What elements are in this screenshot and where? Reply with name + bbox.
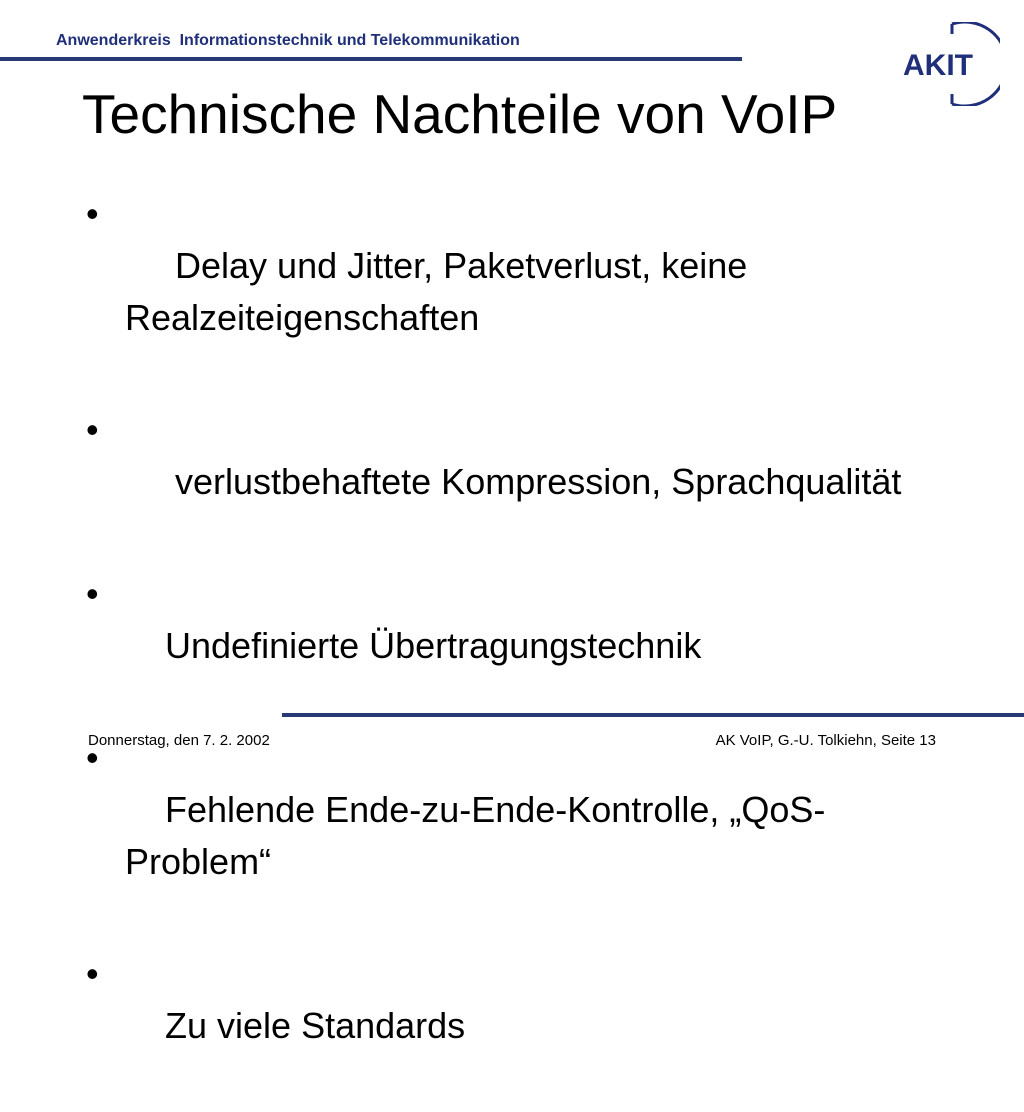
bullet-marker: • (86, 193, 99, 234)
bullet-list (86, 188, 906, 1112)
bullet-item (86, 948, 906, 1104)
bullet-text: Zu viele Standards (165, 1005, 466, 1046)
bullet-text: Undefinierte Übertragungstechnik (165, 625, 702, 666)
logo-text: AKIT (903, 49, 973, 82)
bullet-text: Delay und Jitter, Paketverlust, keine Realzeiteigenschaften (125, 245, 758, 338)
bullet-marker: • (86, 573, 99, 614)
bullet-marker: • (86, 409, 99, 450)
bullet-item (86, 404, 906, 560)
bullet-item (86, 732, 906, 940)
bullet-marker: • (86, 737, 99, 778)
bullet-text: verlustbehaftete Kompression, Sprachqualität (165, 461, 902, 502)
bullet-item (86, 568, 906, 724)
akit-logo (890, 22, 1000, 106)
header-organization-name: Anwenderkreis Informationstechnik und Telekommunikation (56, 32, 520, 49)
footer-divider (282, 713, 1024, 717)
footer-date: Donnerstag, den 7. 2. 2002 (88, 732, 270, 749)
header-divider (0, 57, 742, 61)
bullet-item (86, 188, 906, 396)
slide-title: Technische Nachteile von VoIP (82, 83, 838, 145)
bullet-text: Fehlende Ende-zu-Ende-Kontrolle, „QoS-Problem“ (125, 789, 826, 882)
bullet-marker: • (86, 953, 99, 994)
footer-slide-info: AK VoIP, G.-U. Tolkiehn, Seite 13 (715, 732, 936, 749)
